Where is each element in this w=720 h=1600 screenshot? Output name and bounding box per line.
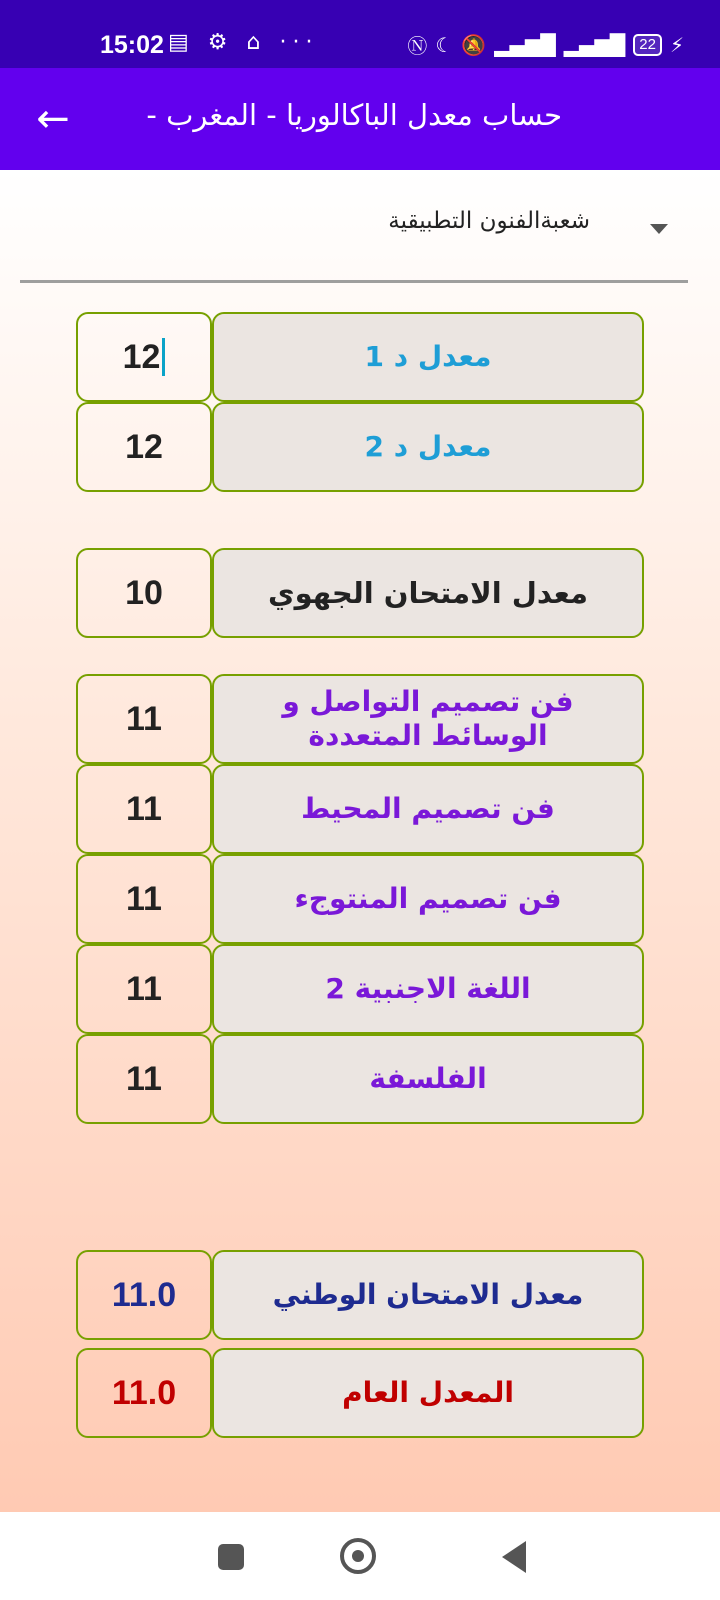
status-notification-icons: ▤ ⚙ ⌂ ··· — [168, 30, 319, 55]
vibrate-off-icon: 🔕 — [461, 32, 487, 57]
subject-label-5: الفلسفة — [212, 1034, 644, 1124]
subject-input-1[interactable]: 11 — [76, 674, 212, 764]
grade-label-1: معدل د 1 — [212, 312, 644, 402]
status-time: 15:02 — [100, 31, 164, 59]
charging-icon: ⚡ — [669, 32, 684, 57]
subject-row-3 — [76, 854, 644, 944]
nav-back-icon[interactable] — [502, 1541, 526, 1573]
home-icon[interactable] — [340, 1538, 376, 1574]
status-bar — [0, 0, 720, 68]
grade-input-1-value: 12 — [122, 337, 161, 376]
dropdown-underline — [20, 280, 688, 283]
subject-input-4[interactable]: 11 — [76, 944, 212, 1034]
subject-row-2 — [76, 764, 644, 854]
subject-input-5[interactable]: 11 — [76, 1034, 212, 1124]
system-nav-bar — [0, 1512, 720, 1600]
branch-dropdown[interactable] — [20, 200, 688, 260]
grade-row-1 — [76, 312, 644, 402]
subject-label-4: اللغة الاجنبية 2 — [212, 944, 644, 1034]
subject-label-2: فن تصميم المحيط — [212, 764, 644, 854]
national-exam-label: معدل الامتحان الوطني — [212, 1250, 644, 1340]
subject-label-1: فن تصميم التواصل و الوسائط المتعددة — [212, 674, 644, 764]
regional-exam-row — [76, 548, 644, 638]
moon-icon: ☾ — [435, 32, 454, 57]
signal-2-icon: ▂▄▆█ — [563, 32, 626, 57]
subject-input-2[interactable]: 11 — [76, 764, 212, 854]
dropdown-selected-value: شعبةالفنون التطبيقية — [388, 208, 590, 234]
app-bar — [0, 68, 720, 170]
content-area — [0, 170, 720, 1512]
recents-icon[interactable] — [218, 1544, 244, 1570]
subject-input-3[interactable]: 11 — [76, 854, 212, 944]
grade-input-2[interactable]: 12 — [76, 402, 212, 492]
subject-row-1 — [76, 674, 644, 764]
status-system-icons — [407, 30, 684, 59]
grade-input-1[interactable] — [76, 312, 212, 402]
grade-label-2: معدل د 2 — [212, 402, 644, 492]
nfc-icon: Ⓝ — [407, 34, 428, 58]
general-average-label: المعدل العام — [212, 1348, 644, 1438]
national-exam-row — [76, 1250, 644, 1340]
regional-exam-input[interactable]: 10 — [76, 548, 212, 638]
subject-label-3: فن تصميم المنتوجء — [212, 854, 644, 944]
chevron-down-icon — [650, 224, 668, 234]
battery-icon: 22 — [633, 34, 662, 56]
back-arrow-icon[interactable]: ← — [36, 96, 70, 142]
national-exam-result: 11.0 — [76, 1250, 212, 1340]
text-cursor — [162, 338, 165, 376]
grade-row-2 — [76, 402, 644, 492]
app-title: حساب معدل الباكالوريا - المغرب - — [146, 98, 562, 132]
regional-exam-label: معدل الامتحان الجهوي — [212, 548, 644, 638]
home-icon-dot — [352, 1550, 364, 1562]
general-average-result: 11.0 — [76, 1348, 212, 1438]
subject-row-4 — [76, 944, 644, 1034]
signal-icon: ▂▄▆█ — [494, 32, 556, 57]
general-average-row — [76, 1348, 644, 1438]
subject-row-5 — [76, 1034, 644, 1124]
